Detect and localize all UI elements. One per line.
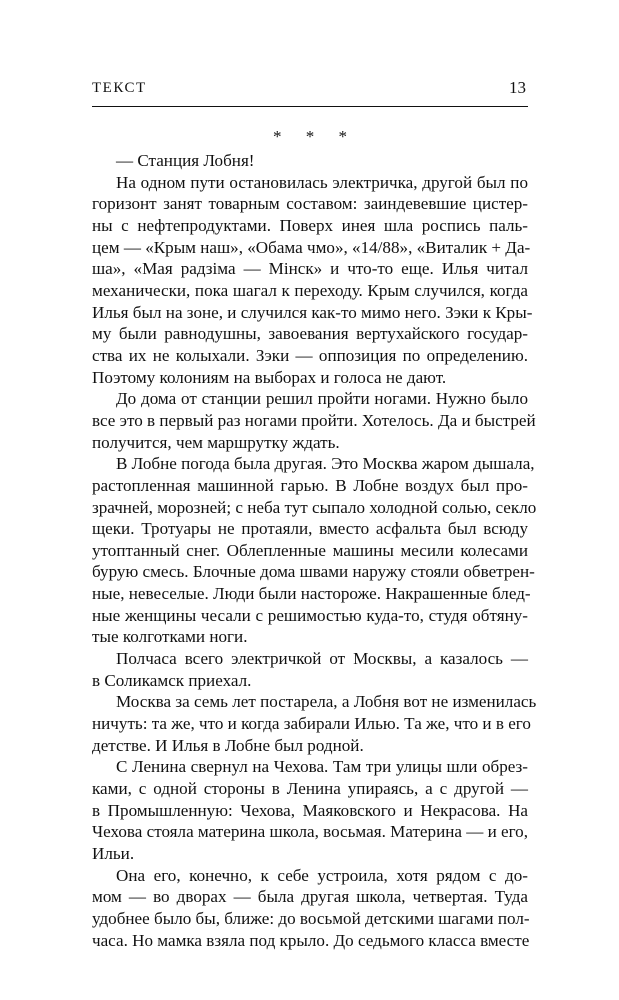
text-line: ства их не колыхали. Зэки — оппозиция по определению. [92, 345, 528, 365]
text-line: механически, пока шагал к переходу. Крым случился, когда [92, 280, 528, 300]
text-line: удобнее было бы, ближе: до восьмой детскими шагами пол- [92, 908, 530, 928]
text-line: ничуть: та же, что и когда забирали Илью. Та же, что и в его [92, 714, 531, 734]
text-line: Полчаса всего электричкой от Москвы, а казалось — [116, 649, 528, 669]
text-line: часа. Но мамка взяла под крыло. До седьмого класса вместе [92, 930, 530, 950]
page-header [92, 78, 528, 107]
text-line: Поэтому колониям на выборах и голоса не дают. [92, 367, 447, 387]
paragraph [92, 691, 537, 756]
text-line: — Станция Лобня! [116, 151, 255, 170]
text-line: мом — во дворах — была другая школа, четвертая. Туда [92, 887, 528, 907]
text-line: Ильи. [92, 844, 135, 863]
paragraphs [92, 150, 537, 951]
text-line: До дома от станции решил пройти ногами. Нужно было [116, 389, 528, 409]
page-number: 13 [509, 78, 526, 97]
text-line: бурую смесь. Блочные дома швами наружу стояли обветрен- [92, 562, 535, 582]
paragraph [92, 150, 528, 172]
section-separator: * * * [273, 127, 357, 146]
text-line: ны с нефтепродуктами. Поверх инея шла роспись паль- [92, 215, 528, 235]
text-line: му были равнодушны, завоевания вертухайского государ- [92, 324, 528, 344]
text-line: На одном пути остановилась электричка, другой был по [116, 172, 528, 192]
paragraph [92, 172, 533, 389]
text-line: Илья был на зоне, и случился как-то мимо него. Зэки к Кры- [92, 302, 533, 322]
paragraph [92, 388, 536, 453]
paragraph [92, 865, 528, 952]
text-line: ша», «Мая радзіма — Мінск» и что-то еще. Илья читал [92, 259, 528, 279]
text-line: Москва за семь лет постарела, а Лобня вот не изменилась [116, 692, 537, 712]
text-line: Она его, конечно, к себе устроила, хотя рядом с до- [116, 865, 528, 885]
text-line: получится, чем маршрутку ждать. [92, 432, 340, 452]
text-line: зрачней, морозней; с неба тут сыпало холодной солью, секло [92, 497, 537, 517]
text-line: утоптанный снег. Облепленные машины месили колесами [92, 540, 528, 560]
text-line: горизонт занят товарным составом: заиндевевшие цистер- [92, 194, 528, 214]
paragraph [92, 648, 528, 691]
text-line: щеки. Тротуары не протаяли, вместо асфальта был всюду [92, 519, 528, 539]
text-line: цем — «Крым наш», «Обама чмо», «14/88», «Виталик + Да- [92, 237, 531, 257]
text-line: Чехова стояла материна школа, восьмая. Материна — и его, [92, 822, 529, 842]
text-line: в Промышленную: Чехова, Маяковского и Некрасова. На [92, 800, 528, 820]
text-line: ками, с одной стороны в Ленина упираясь, а с другой — [92, 779, 528, 799]
text-line: все это в первый раз ногами пройти. Хотелось. Да и быстрей [92, 410, 536, 430]
text-line: в Соликамск приехал. [92, 670, 252, 690]
text-line: растопленная машинной гарью. В Лобне воздух был про- [92, 475, 528, 495]
body-text [92, 124, 537, 951]
text-line: ные, невеселые. Люди были настороже. Накрашенные блед- [92, 584, 531, 604]
running-title: ТЕКСТ [92, 80, 147, 96]
text-line: С Ленина свернул на Чехова. Там три улицы шли обрез- [116, 757, 528, 777]
paragraph [92, 756, 528, 864]
text-line: тые колготками ноги. [92, 627, 248, 647]
text-line: детстве. И Илья в Лобне был родной. [92, 735, 364, 755]
paragraph [92, 453, 537, 648]
text-line: ные женщины чесали с решимостью куда-то, студя обтяну- [92, 605, 528, 625]
text-line: В Лобне погода была другая. Это Москва жаром дышала, [116, 454, 535, 474]
